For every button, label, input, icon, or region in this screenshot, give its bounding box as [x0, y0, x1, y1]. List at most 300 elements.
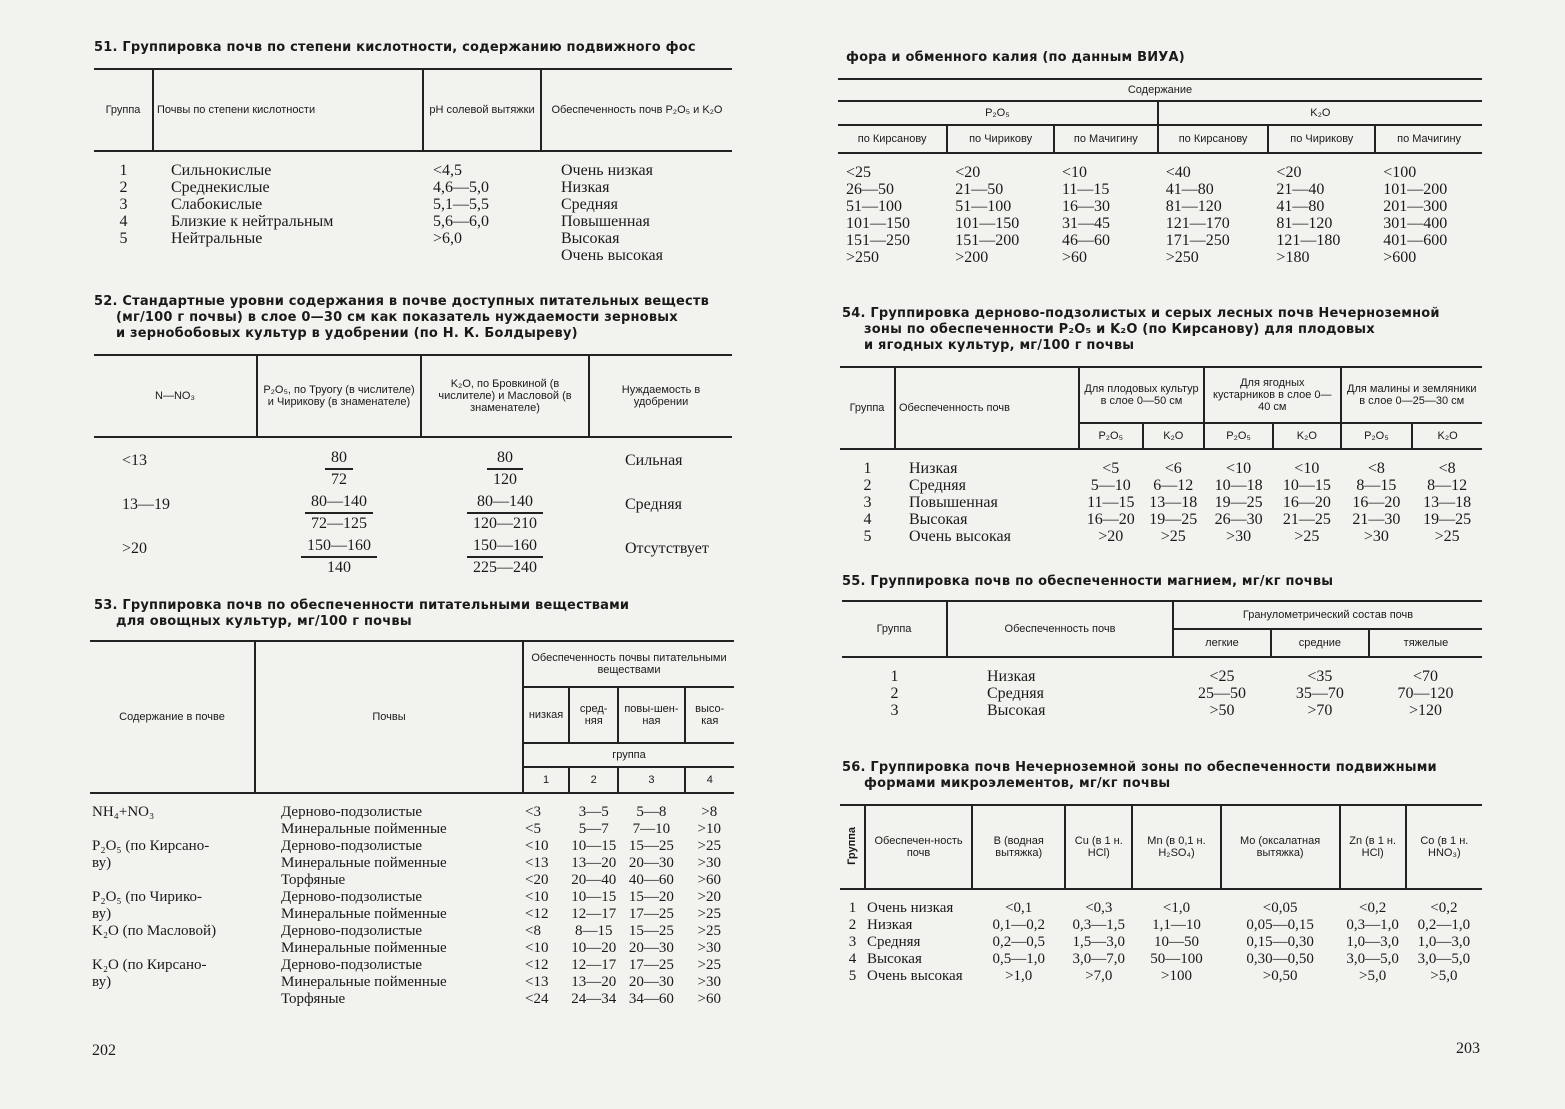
t56-row	[840, 968, 1482, 985]
t51c-cell: 401—600	[1383, 232, 1448, 249]
t51c-cell: 101—150	[955, 215, 1020, 232]
t51c-cell: 16—30	[1062, 198, 1110, 215]
spacer-cell	[94, 437, 732, 448]
t51-cell: 5,6—6,0	[433, 213, 489, 230]
t56-h-col: Zn (в 1 н. HCl)	[1340, 805, 1406, 889]
t53-cell: <10	[525, 838, 549, 854]
t55-cell: 70—120	[1397, 685, 1454, 702]
t53-cell: >30	[697, 940, 721, 956]
t54-cell: Повышенная	[909, 494, 998, 511]
t51-h-group: Группа	[94, 69, 153, 151]
t54-cell: 10—18	[1214, 477, 1263, 494]
t53-cell: 17—25	[628, 957, 674, 973]
t53-cell: 13—20	[571, 974, 617, 990]
t54-row	[840, 477, 1482, 494]
t53-cell: <10	[525, 889, 549, 905]
t51c-h-p: P₂O₅	[838, 101, 1158, 125]
t56-cell: <0,05	[1262, 900, 1298, 916]
t51c-cell: 11—15	[1062, 181, 1110, 198]
t53-cell	[90, 991, 255, 1008]
t56-cell: >0,50	[1262, 968, 1298, 984]
t54-h-sub: K₂O	[1412, 423, 1482, 449]
t53-cell: K₂O (по Масловой)	[92, 923, 217, 939]
t55-cell: <25	[1209, 668, 1235, 685]
t51c-h-method: по Мачигину	[1054, 125, 1158, 153]
t54-cell: >25	[1294, 528, 1320, 545]
t51-cell: 5,1—5,5	[433, 196, 489, 213]
t55-h-group: Группа	[842, 601, 947, 657]
t51c-cell: >200	[955, 249, 989, 266]
t53-cell: 7—10	[632, 821, 671, 837]
t56-cell: 1,0—3,0	[1417, 934, 1471, 950]
t56-cell: <0,1	[1005, 900, 1033, 916]
t53-cell: 5—7	[578, 821, 609, 837]
t52-h-n: N—NO₃	[94, 355, 257, 437]
t53-cell: <13	[525, 855, 549, 871]
t51c-h-method: по Чирикову	[1268, 125, 1375, 153]
t51-cell: 5	[119, 230, 128, 247]
t53-cell: 20—40	[571, 872, 617, 888]
t52-p-fraction	[325, 448, 353, 490]
t54-cell: <10	[1226, 460, 1252, 477]
t55-row	[842, 685, 1482, 702]
t55-cell: >70	[1307, 702, 1333, 719]
t56-cell: >7,0	[1085, 968, 1113, 984]
t56-row	[840, 917, 1482, 934]
t53-row	[90, 940, 734, 957]
t53-cell: Минеральные пойменные	[281, 821, 447, 837]
t56-cell: 0,30—0,50	[1246, 951, 1314, 967]
t56-row	[840, 951, 1482, 968]
t56-cell: 0,2—1,0	[1417, 917, 1471, 933]
page-number-right: 203	[1456, 1040, 1480, 1057]
t53-cell	[90, 821, 255, 838]
t53-cell: 15—25	[628, 923, 674, 939]
t54-cell: 16—20	[1282, 494, 1331, 511]
t56-cell: 0,5—1,0	[992, 951, 1045, 967]
t54-cell: 19—25	[1423, 511, 1472, 528]
t53-caption-line1: 53. Группировка почв по обеспеченности питательными веществами	[94, 598, 630, 613]
t53-cell: <24	[525, 991, 549, 1007]
t53-cell: 13—20	[571, 855, 617, 871]
t56-cell: 50—100	[1150, 951, 1203, 967]
t54-cell: 11—15	[1087, 494, 1135, 511]
t51c-cell: 151—200	[955, 232, 1020, 249]
t51-cell: <4,5	[433, 162, 463, 179]
t53-cell: >25	[697, 923, 721, 939]
table-56-caption	[842, 760, 1437, 792]
spacer-row	[94, 151, 732, 162]
t53-row	[90, 872, 734, 889]
t56-cell: 1,0—3,0	[1346, 934, 1399, 950]
t54-row	[840, 460, 1482, 477]
spacer-cell	[840, 889, 1482, 900]
t53-h-level: повы-шен-ная	[618, 687, 684, 743]
t51c-h-method: по Чирикову	[947, 125, 1054, 153]
t54-cell: >25	[1434, 528, 1460, 545]
t53-cell: <12	[525, 957, 549, 973]
t55-h-gran: Гранулометрический состав почв	[1173, 601, 1482, 629]
t51-h-soils: Почвы по степени кислотности	[153, 69, 423, 151]
t51-cell: Нейтральные	[171, 230, 263, 247]
t51-cell: Повышенная	[561, 213, 650, 230]
t56-cell: 3	[848, 934, 857, 950]
t53-h-num: 1	[523, 767, 569, 793]
t52-k-cell	[421, 492, 589, 536]
t56-h-col: Mn (в 0,1 н. H₂SO₄)	[1132, 805, 1220, 889]
t53-cell: <20	[525, 872, 549, 888]
t54-cell: Средняя	[909, 477, 966, 494]
t51-cell: Среднекислые	[171, 179, 270, 196]
t53-h-level: сред-няя	[569, 687, 618, 743]
t54-row	[840, 528, 1482, 545]
t51c-cell: >60	[1062, 249, 1088, 266]
t51c-cell: 21—50	[955, 181, 1004, 198]
t53-cell: 12—17	[571, 957, 617, 973]
t52-h-p: P₂O₅, по Труогу (в числителе) и Чирикову (в знаменателе)	[257, 355, 421, 437]
t56-cell: >5,0	[1430, 968, 1458, 984]
t51-cell	[423, 247, 541, 264]
t51c-cell: 51—100	[846, 198, 902, 215]
t53-cell: 17—25	[628, 906, 674, 922]
t55-row	[842, 702, 1482, 719]
t53-cell: <3	[525, 804, 541, 820]
t55-cell: <70	[1412, 668, 1438, 685]
t53-cell: 10—15	[571, 889, 617, 905]
t51-h-ph: pH солевой вытяжки	[423, 69, 541, 151]
t54-cell: 8—15	[1356, 477, 1397, 494]
t53-cell: >20	[697, 889, 721, 905]
t53-cell: 12—17	[571, 906, 617, 922]
t54-cell: 5—10	[1090, 477, 1131, 494]
t56-cell: 3,0—7,0	[1072, 951, 1126, 967]
t54-row	[840, 511, 1482, 528]
t56-h-col: Mo (оксалатная вытяжка)	[1221, 805, 1340, 889]
spacer-cell	[838, 153, 1482, 164]
t56-cell: 2	[848, 917, 857, 933]
t56-cell: 0,3—1,5	[1072, 917, 1126, 933]
t55-cell: 35—70	[1295, 685, 1344, 702]
table-51-cont-caption: фора и обменного калия (по данным ВИУА)	[846, 50, 1185, 65]
t51c-cell: 151—250	[846, 232, 910, 249]
t55-h-type: тяжелые	[1369, 629, 1482, 657]
t52-p-fraction	[301, 536, 377, 578]
t52-row	[94, 448, 732, 492]
t54-cell: 21—25	[1282, 511, 1331, 528]
t51-row	[94, 213, 732, 230]
t51c-cell: 41—80	[1276, 198, 1325, 215]
t51c-h-method: по Кирсанову	[1158, 125, 1269, 153]
t56-h-col: Обеспечен-ность почв	[865, 805, 972, 889]
t51c-row	[838, 215, 1482, 232]
t54-cell: Очень высокая	[909, 528, 1011, 545]
t56-cell: 5	[848, 968, 857, 984]
t51c-cell: 51—100	[955, 198, 1012, 215]
t51c-cell: 101—150	[846, 215, 910, 232]
t54-cell: 10—15	[1282, 477, 1331, 494]
t53-cell: <13	[525, 974, 549, 990]
left-page	[0, 0, 780, 1109]
t53-cell	[90, 940, 255, 957]
t53-row	[90, 974, 734, 991]
t51c-cell: 171—250	[1165, 232, 1230, 249]
t51c-h-content: Содержание	[838, 79, 1482, 101]
t51c-cell: <25	[846, 164, 872, 181]
t52-n: >20	[122, 540, 148, 557]
t54-caption-line3: и ягодных культур, мг/100 г почвы	[864, 338, 1135, 353]
t54-h-sub: P₂O₅	[1204, 423, 1273, 449]
t56-cell: Очень низкая	[867, 900, 954, 916]
t56-cell: 3,0—5,0	[1346, 951, 1399, 967]
t56-cell: Высокая	[867, 951, 922, 967]
t52-p-fraction	[305, 492, 373, 534]
t54-h-sub: K₂O	[1143, 423, 1205, 449]
t51c-cell: 121—170	[1165, 215, 1230, 232]
t56-cell: >1,0	[1005, 968, 1033, 984]
t51-cell: Сильнокислые	[171, 162, 272, 179]
t56-cell: <0,2	[1359, 900, 1387, 916]
t51c-cell: >180	[1276, 249, 1310, 266]
t53-cell: >60	[697, 872, 721, 888]
t53-cell: Дерново-подзолистые	[281, 923, 423, 939]
table-51-caption: 51. Группировка почв по степени кислотности, содержанию подвижного фос	[94, 40, 696, 55]
spacer-cell	[842, 657, 1482, 668]
t56-cell: 1	[848, 900, 857, 916]
t51-cell: Высокая	[561, 230, 620, 247]
t51-row	[94, 196, 732, 213]
t53-cell: ву)	[92, 974, 112, 990]
t56-h-col: Cu (в 1 н. HCl)	[1065, 805, 1132, 889]
t52-k-fraction	[467, 492, 543, 534]
t53-cell: <10	[525, 940, 549, 956]
t51-cell: Близкие к нейтральным	[171, 213, 334, 230]
t53-cell: Минеральные пойменные	[281, 906, 447, 922]
t51c-cell: <10	[1062, 164, 1088, 181]
t53-cell: P₂O₅ (по Чирико-	[92, 889, 202, 905]
t54-cell: <10	[1294, 460, 1320, 477]
t53-row	[90, 838, 734, 855]
t51c-row	[838, 181, 1482, 198]
t51c-cell: >250	[846, 249, 880, 266]
t53-row	[90, 804, 734, 821]
t55-cell: Высокая	[987, 702, 1046, 719]
t51c-row	[838, 249, 1482, 266]
t53-cell: >30	[697, 855, 721, 871]
t53-cell: 20—30	[628, 855, 674, 871]
t52-p-cell	[257, 536, 421, 580]
t54-h-fruit: Для плодовых культур в слое 0—50 см	[1079, 367, 1204, 423]
t53-row	[90, 821, 734, 838]
t53-cell: 20—30	[628, 974, 674, 990]
t54-cell: 26—30	[1214, 511, 1263, 528]
t53-cell: ву)	[92, 906, 112, 922]
t54-h-berry: Для ягодных кустарников в слое 0—40 см	[1204, 367, 1340, 423]
spacer-cell	[90, 793, 734, 804]
spacer-cell	[840, 449, 1482, 460]
t55-h-type: средние	[1271, 629, 1369, 657]
t53-cell: >8	[701, 804, 718, 820]
t53-row	[90, 991, 734, 1008]
t53-cell: >25	[697, 957, 721, 973]
t56-cell: 0,3—1,0	[1346, 917, 1399, 933]
t51c-cell: >600	[1383, 249, 1417, 266]
t53-h-group: группа	[612, 749, 646, 761]
t52-k-denominator: 120—210	[473, 515, 537, 532]
t51-cell: Низкая	[561, 179, 610, 196]
t56-cell: Очень высокая	[867, 968, 963, 984]
t55-h-type: легкие	[1173, 629, 1271, 657]
t54-cell: <6	[1164, 460, 1182, 477]
t53-cell: ву)	[92, 855, 112, 871]
t53-cell: <12	[525, 906, 549, 922]
t53-cell: Минеральные пойменные	[281, 940, 447, 956]
t53-cell: Дерново-подзолистые	[281, 957, 423, 973]
t53-cell: 8—15	[574, 923, 613, 939]
t54-h-sub: P₂O₅	[1079, 423, 1143, 449]
t55-cell: 25—50	[1197, 685, 1246, 702]
t54-cell: <8	[1367, 460, 1385, 477]
t55-cell: >50	[1209, 702, 1235, 719]
t53-cell: K₂O (по Кирсано-	[92, 957, 207, 973]
table-53-caption	[94, 598, 629, 630]
t51c-cell: 81—120	[1165, 198, 1222, 215]
t51-h-supply: Обеспеченность почв P₂O₅ и K₂O	[541, 69, 732, 151]
t53-row	[90, 855, 734, 872]
t54-cell: 19—25	[1214, 494, 1263, 511]
t54-cell: 2	[863, 477, 872, 494]
t54-caption-line1: 54. Группировка дерново-подзолистых и серых лесных почв Нечерноземной	[842, 306, 1440, 321]
t51c-cell: 21—40	[1276, 181, 1325, 198]
right-page	[790, 0, 1565, 1109]
t52-p-denominator: 140	[327, 559, 351, 576]
t51c-row	[838, 164, 1482, 181]
t53-cell: Минеральные пойменные	[281, 855, 447, 871]
t51-cell: Очень высокая	[561, 247, 663, 264]
t51-row	[94, 230, 732, 247]
t52-p-numerator: 150—160	[301, 536, 377, 558]
t56-cell: 4	[848, 951, 857, 967]
t53-cell: 15—25	[628, 838, 674, 854]
t55-cell: Средняя	[987, 685, 1044, 702]
t55-row	[842, 668, 1482, 685]
t51c-cell: 26—50	[846, 181, 894, 198]
t54-h-sub: P₂O₅	[1341, 423, 1413, 449]
t56-h-col: B (водная вытяжка)	[972, 805, 1065, 889]
t54-cell: >30	[1363, 528, 1389, 545]
t53-caption-line2: для овощных культур, мг/100 г почвы	[116, 614, 412, 629]
t54-cell: <5	[1102, 460, 1120, 477]
t51c-h-method: по Мачигину	[1375, 125, 1482, 153]
t53-cell: >30	[697, 974, 721, 990]
t53-cell: 3—5	[578, 804, 609, 820]
t54-cell: 21—30	[1352, 511, 1401, 528]
t51c-cell: 201—300	[1383, 198, 1448, 215]
t53-h-level: высо-кая	[695, 703, 725, 727]
t52-k-numerator: 150—160	[467, 536, 543, 558]
table-55-caption: 55. Группировка почв по обеспеченности магнием, мг/кг почвы	[842, 574, 1334, 589]
t56-cell: <1,0	[1162, 900, 1191, 916]
t52-h-k: K₂O, по Бровкиной (в числителе) и Масловой (в знаменателе)	[421, 355, 589, 437]
t54-cell: >30	[1226, 528, 1252, 545]
t54-cell: <8	[1438, 460, 1456, 477]
t53-cell: 5—8	[636, 804, 667, 820]
t52-need: Отсутствует	[625, 540, 709, 557]
t56-caption-line1: 56. Группировка почв Нечерноземной зоны по обеспеченности подвижными	[842, 760, 1437, 775]
t52-p-denominator: 72—125	[311, 515, 367, 532]
t56-cell: 0,15—0,30	[1246, 934, 1314, 950]
t51c-cell: 46—60	[1062, 232, 1110, 249]
t51c-row	[838, 232, 1482, 249]
t54-h-sub: K₂O	[1273, 423, 1340, 449]
t51c-cell: 31—45	[1062, 215, 1110, 232]
table-52	[94, 354, 732, 580]
t51c-row	[838, 198, 1482, 215]
t51-cell: 4	[119, 213, 128, 230]
t51c-cell: <20	[955, 164, 981, 181]
table-54	[840, 366, 1482, 545]
t53-cell: 15—20	[628, 889, 674, 905]
t53-cell: >25	[697, 838, 721, 854]
t54-cell: 13—18	[1149, 494, 1198, 511]
t52-row	[94, 492, 732, 536]
t51c-h-k: K₂O	[1158, 101, 1482, 125]
t52-p-denominator: 72	[331, 471, 347, 488]
t52-p-cell	[257, 492, 421, 536]
t54-row	[840, 494, 1482, 511]
t56-cell: <0,2	[1430, 900, 1458, 916]
t54-cell: 5	[863, 528, 872, 545]
t54-cell: 4	[863, 511, 872, 528]
table-53	[90, 640, 734, 1008]
table-51-cont	[838, 78, 1482, 266]
t56-cell: 3,0—5,0	[1417, 951, 1471, 967]
t56-caption-line2: формами микроэлементов, мг/кг почвы	[864, 776, 1171, 791]
t56-h-col: Co (в 1 н. HNO₃)	[1406, 805, 1482, 889]
t53-row	[90, 923, 734, 940]
t53-h-num: 4	[706, 774, 713, 786]
t51-cell	[153, 247, 423, 264]
t52-caption-line1: 52. Стандартные уровни содержания в почве доступных питательных веществ	[94, 294, 710, 309]
spacer-row	[838, 153, 1482, 164]
t54-cell: >20	[1098, 528, 1124, 545]
t51-cell	[94, 247, 153, 264]
t54-h-group: Группа	[840, 367, 895, 449]
t53-cell: Дерново-подзолистые	[281, 889, 423, 905]
t54-cell: 1	[863, 460, 872, 477]
t53-h-soils: Почвы	[255, 641, 523, 793]
t53-cell: 20—30	[628, 940, 674, 956]
t55-h-supply: Обеспеченность почв	[947, 601, 1173, 657]
t52-k-denominator: 120	[493, 471, 517, 488]
t53-h-num: 3	[618, 767, 684, 793]
t51c-cell: <40	[1165, 164, 1191, 181]
t54-cell: 3	[863, 494, 872, 511]
t53-cell: Торфяные	[281, 872, 346, 888]
t52-k-fraction	[467, 536, 543, 578]
t52-p-cell	[257, 448, 421, 492]
t53-row	[90, 957, 734, 974]
t51-cell: 2	[119, 179, 128, 196]
t53-cell: >10	[697, 821, 721, 837]
t51c-cell: <100	[1383, 164, 1417, 181]
t52-n: <13	[122, 452, 148, 469]
spacer-row	[840, 889, 1482, 900]
t52-k-cell	[421, 536, 589, 580]
t56-cell: 1,1—10	[1152, 917, 1201, 933]
t52-k-numerator: 80—140	[467, 492, 543, 514]
t54-cell: 13—18	[1423, 494, 1472, 511]
t51-cell: Слабокислые	[171, 196, 263, 213]
